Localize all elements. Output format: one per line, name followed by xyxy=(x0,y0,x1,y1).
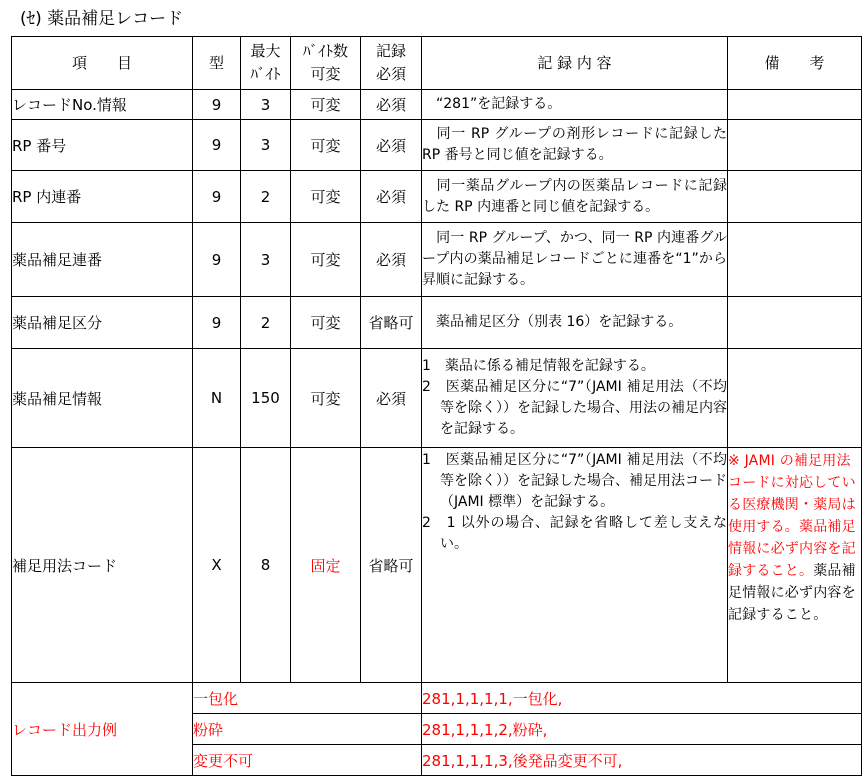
example-label: レコード出力例 xyxy=(12,683,193,776)
row-variable: 可変 xyxy=(291,297,361,349)
row-content: 同一 RP グループ、かつ、同一 RP 内連番グループ内の薬品補足レコードごとに連番を“1”から昇順に記録する。 xyxy=(422,223,728,297)
example-record: 281,1,1,1,3,後発品変更不可, xyxy=(422,745,862,776)
row-type: N xyxy=(193,349,241,448)
table-row xyxy=(12,297,862,349)
section-title: (ｾ) 薬品補足レコード xyxy=(20,9,184,29)
example-record: 281,1,1,1,1,一包化, xyxy=(422,683,862,714)
row-content xyxy=(422,448,728,683)
header-max-bytes: 最大 ﾊﾞｲﾄ xyxy=(241,37,291,90)
row-variable: 可変 xyxy=(291,90,361,120)
row-required: 必須 xyxy=(361,90,422,120)
content-item-2: 2 医薬品補足区分に“7”（JAMI 補足用法（不均等を除く））を記録した場合、用法の補足内容を記録する。 xyxy=(422,379,727,437)
header-remarks: 備 考 xyxy=(728,37,862,90)
header-type: 型 xyxy=(193,37,241,90)
row-item: 補足用法コード xyxy=(12,448,193,683)
row-max: 3 xyxy=(241,90,291,120)
row-variable: 可変 xyxy=(291,349,361,448)
table-row xyxy=(12,171,862,223)
row-type: 9 xyxy=(193,120,241,171)
row-max: 2 xyxy=(241,171,291,223)
header-row xyxy=(12,37,862,90)
table-row xyxy=(12,448,862,683)
table-row xyxy=(12,349,862,448)
table-row xyxy=(12,90,862,120)
row-content: 同一薬品グループ内の医薬品レコードに記録した RP 内連番と同じ値を記録する。 xyxy=(422,171,728,223)
row-variable: 可変 xyxy=(291,171,361,223)
row-item: 薬品補足情報 xyxy=(12,349,193,448)
example-name: 一包化 xyxy=(193,683,422,714)
row-variable: 可変 xyxy=(291,120,361,171)
row-type: 9 xyxy=(193,90,241,120)
header-item: 項 目 xyxy=(12,37,193,90)
row-variable: 可変 xyxy=(291,223,361,297)
row-content: 薬品補足区分（別表 16）を記録する。 xyxy=(422,297,728,349)
row-max: 2 xyxy=(241,297,291,349)
row-content: “281”を記録する。 xyxy=(422,90,728,120)
row-item: 薬品補足連番 xyxy=(12,223,193,297)
row-content xyxy=(422,349,728,448)
example-name: 粉砕 xyxy=(193,714,422,745)
row-item: RP 番号 xyxy=(12,120,193,171)
row-type: 9 xyxy=(193,297,241,349)
row-remarks xyxy=(728,349,862,448)
row-item: レコードNo.情報 xyxy=(12,90,193,120)
row-remarks xyxy=(728,120,862,171)
header-content: 記 録 内 容 xyxy=(422,37,728,90)
row-max: 8 xyxy=(241,448,291,683)
row-required: 省略可 xyxy=(361,448,422,683)
remarks-note-red: ※ JAMI の補足用法コードに対応している医療機関・薬局は使用する。薬品補足情報に必ず内容を記録すること。 xyxy=(728,453,856,579)
row-type: 9 xyxy=(193,223,241,297)
row-required: 必須 xyxy=(361,171,422,223)
row-required: 省略可 xyxy=(361,297,422,349)
row-variable: 固定 xyxy=(291,448,361,683)
record-spec-table xyxy=(11,36,862,776)
row-remarks xyxy=(728,223,862,297)
remarks-note: 薬品補足情報に必ず内容を記録すること。 xyxy=(728,563,856,623)
row-required: 必須 xyxy=(361,349,422,448)
content-item-1: 1 医薬品補足区分に“7”（JAMI 補足用法（不均等を除く））を記録した場合、補足用法コード（JAMI 標準）を記録する。 xyxy=(422,452,727,510)
row-remarks xyxy=(728,448,862,683)
row-required: 必須 xyxy=(361,120,422,171)
row-item: RP 内連番 xyxy=(12,171,193,223)
example-row xyxy=(12,683,862,714)
row-remarks xyxy=(728,90,862,120)
row-max: 3 xyxy=(241,120,291,171)
row-max: 3 xyxy=(241,223,291,297)
row-remarks xyxy=(728,171,862,223)
example-record: 281,1,1,1,2,粉砕, xyxy=(422,714,862,745)
header-required: 記録 必須 xyxy=(361,37,422,90)
table-row xyxy=(12,223,862,297)
row-required: 必須 xyxy=(361,223,422,297)
row-remarks xyxy=(728,297,862,349)
row-type: X xyxy=(193,448,241,683)
row-item: 薬品補足区分 xyxy=(12,297,193,349)
content-item-1: 1 薬品に係る補足情報を記録する。 xyxy=(422,358,655,374)
content-item-2: 2 1 以外の場合、記録を省略して差し支えない。 xyxy=(422,515,727,552)
example-name: 変更不可 xyxy=(193,745,422,776)
row-type: 9 xyxy=(193,171,241,223)
row-content: 同一 RP グループの剤形レコードに記録した RP 番号と同じ値を記録する。 xyxy=(422,120,728,171)
row-max: 150 xyxy=(241,349,291,448)
header-variable: ﾊﾞｲﾄ数 可変 xyxy=(291,37,361,90)
table-row xyxy=(12,120,862,171)
